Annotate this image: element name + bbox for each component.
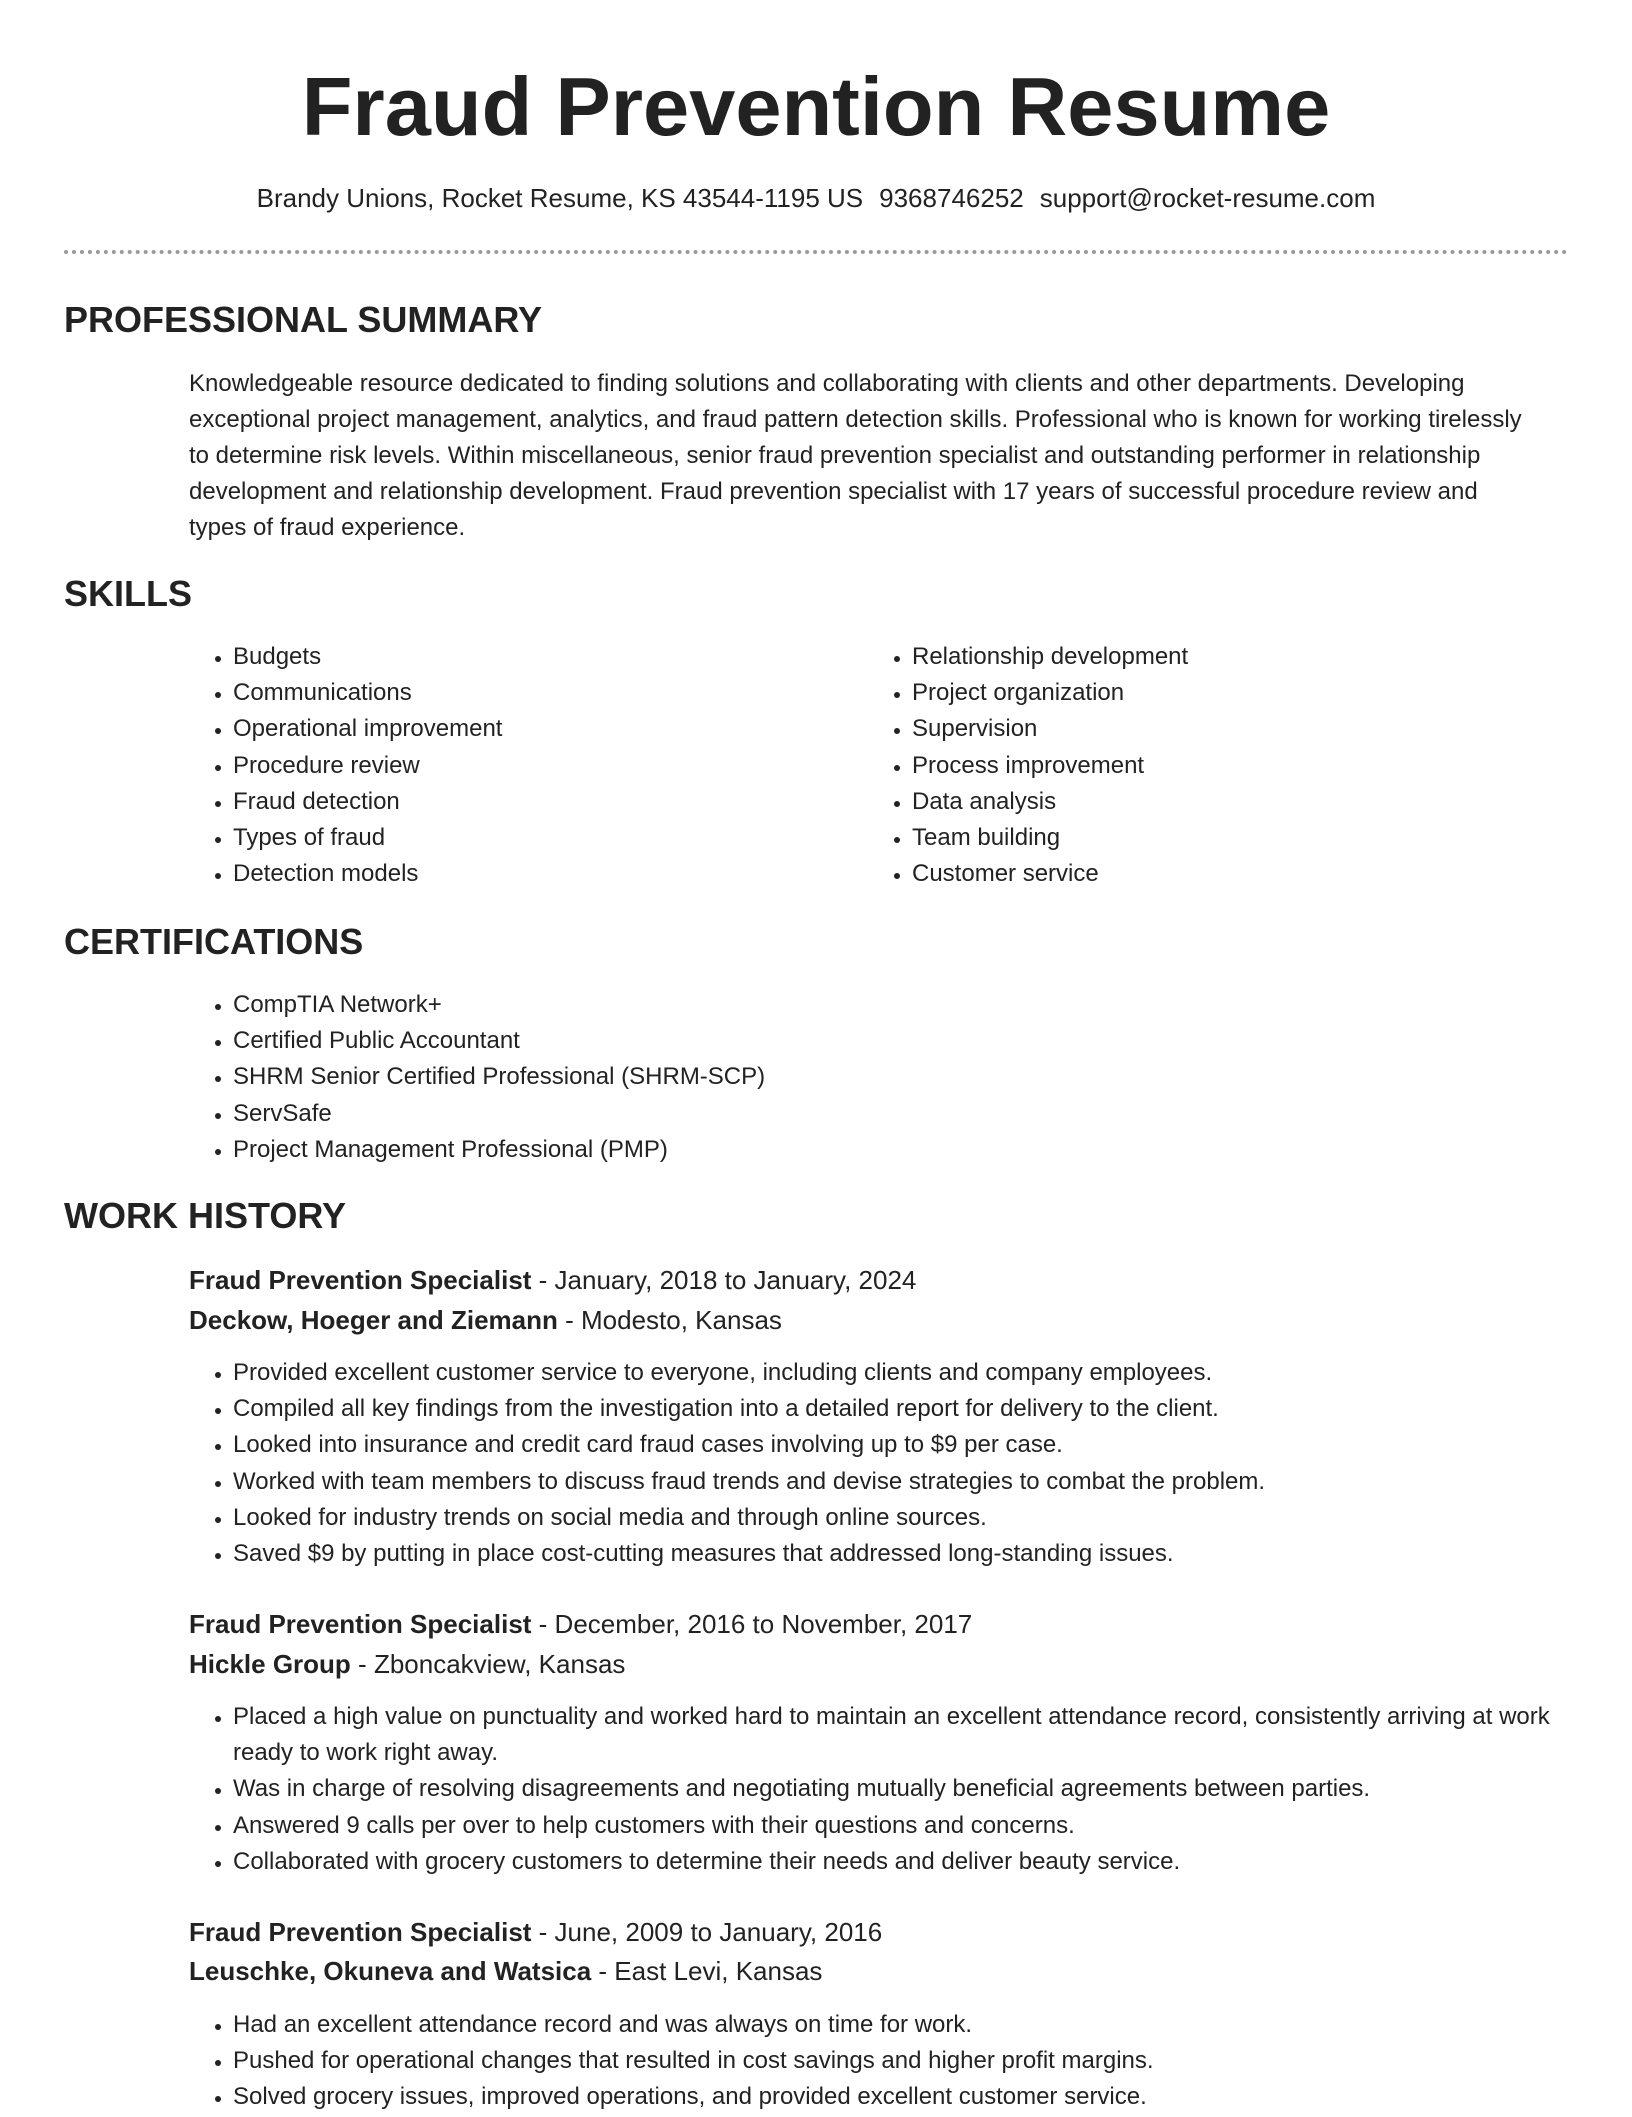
job-bullet: • Compiled all key findings from the investigation into a detailed report for delivery to the client. (233, 1391, 1613, 1427)
skill-item: • Project organization (912, 675, 1512, 711)
job-bullet: • Looked for industry trends on social media and through online sources. (233, 1500, 1613, 1536)
job-bullet: • Had an excellent attendance record and was always on time for work. (233, 2007, 1613, 2043)
job-title: Fraud Prevention Specialist (189, 1917, 532, 1947)
job-bullet: • Pushed for operational changes that resulted in cost savings and higher profit margins. (233, 2043, 1613, 2079)
job-bullet: • Collaborated with grocery customers to determine their needs and deliver beauty service. (233, 1844, 1613, 1880)
resume-title: Fraud Prevention Resume (301, 60, 1331, 153)
job-dates: December, 2016 to November, 2017 (554, 1609, 973, 1639)
work-history-heading: WORK HISTORY (64, 1195, 347, 1236)
contact-phone: 9368746252 (879, 183, 1024, 213)
skills-list-right (868, 639, 1512, 892)
skill-item: • Fraud detection (233, 784, 833, 820)
skills-heading: SKILLS (64, 573, 193, 614)
skill-item: • Procedure review (233, 748, 833, 784)
skill-item: • Process improvement (912, 748, 1512, 784)
job-location: Modesto, Kansas (581, 1305, 782, 1335)
job-bullet: • Looked into insurance and credit card fraud cases involving up to $9 per case. (233, 1427, 1613, 1463)
job-company-line: Leuschke, Okuneva and Watsica - East Levi, Kansas (189, 1956, 823, 1986)
job-company-line: Hickle Group - Zboncakview, Kansas (189, 1649, 626, 1679)
job-bullets (189, 1355, 1613, 1572)
certification-item: • Certified Public Accountant (233, 1023, 1433, 1059)
job-title-line: Fraud Prevention Specialist - January, 2018 to January, 2024 (189, 1265, 917, 1295)
job-bullet: • Placed a high value on punctuality and worked hard to maintain an excellent attendance record, consistently arriving at work ready to work right away. (233, 1699, 1613, 1771)
job-title: Fraud Prevention Specialist (189, 1609, 532, 1639)
skill-item: • Customer service (912, 856, 1512, 892)
contact-address: Brandy Unions, Rocket Resume, KS 43544-1195 US (256, 183, 864, 213)
job-bullet: • Provided excellent customer service to everyone, including clients and company employees. (233, 1355, 1613, 1391)
job-bullet: • Answered 9 calls per over to help customers with their questions and concerns. (233, 1808, 1613, 1844)
skill-item: • Data analysis (912, 784, 1512, 820)
summary-heading: PROFESSIONAL SUMMARY (64, 299, 543, 340)
skill-item: • Team building (912, 820, 1512, 856)
certification-item: • CompTIA Network+ (233, 987, 1433, 1023)
skill-item: • Supervision (912, 711, 1512, 747)
contact-line (0, 180, 1632, 216)
job-title-line: Fraud Prevention Specialist - December, 2016 to November, 2017 (189, 1609, 973, 1639)
skill-item: • Types of fraud (233, 820, 833, 856)
job-company: Hickle Group (189, 1649, 351, 1679)
job-location: Zboncakview, Kansas (373, 1649, 626, 1679)
summary-text: Knowledgeable resource dedicated to finding solutions and collaborating with clients and other departments. Developing exceptional project management, analytics, and fraud pattern detection skills. Professional who is known for working tirelessly to determine risk levels. Within miscellaneous, senior fraud prevention specialist and outstanding performer in relationship development and relationship development. Fraud prevention specialist with 17 years of successful procedure review and types of fraud experience. (189, 370, 1522, 541)
job-bullets (189, 1699, 1613, 1880)
certifications-list (189, 987, 1433, 1168)
certifications-heading: CERTIFICATIONS (64, 921, 364, 962)
skill-item: • Relationship development (912, 639, 1512, 675)
job-bullet: • Saved $9 by putting in place cost-cutting measures that addressed long-standing issues. (233, 1536, 1613, 1572)
job-bullet: • Solved grocery issues, improved operations, and provided excellent customer service. (233, 2079, 1613, 2115)
skill-item: • Detection models (233, 856, 833, 892)
job-dates: June, 2009 to January, 2016 (554, 1917, 883, 1947)
certification-item: • ServSafe (233, 1096, 1433, 1132)
job-location: East Levi, Kansas (614, 1956, 823, 1986)
contact-email[interactable]: support@rocket-resume.com (1039, 183, 1376, 213)
job-dates: January, 2018 to January, 2024 (554, 1265, 917, 1295)
skill-item: • Budgets (233, 639, 833, 675)
header-divider (64, 250, 1568, 254)
job-company: Leuschke, Okuneva and Watsica (189, 1956, 592, 1986)
job-company-line: Deckow, Hoeger and Ziemann - Modesto, Kansas (189, 1305, 782, 1335)
skills-list-left (189, 639, 833, 892)
certification-item: • Project Management Professional (PMP) (233, 1132, 1433, 1168)
job-title: Fraud Prevention Specialist (189, 1265, 532, 1295)
job-company: Deckow, Hoeger and Ziemann (189, 1305, 558, 1335)
job-bullets (189, 2007, 1613, 2116)
skill-item: • Communications (233, 675, 833, 711)
skill-item: • Operational improvement (233, 711, 833, 747)
job-bullet: • Was in charge of resolving disagreements and negotiating mutually beneficial agreements between parties. (233, 1771, 1613, 1807)
job-bullet: • Worked with team members to discuss fraud trends and devise strategies to combat the problem. (233, 1464, 1613, 1500)
certification-item: • SHRM Senior Certified Professional (SHRM-SCP) (233, 1059, 1433, 1095)
job-title-line: Fraud Prevention Specialist - June, 2009 to January, 2016 (189, 1917, 883, 1947)
